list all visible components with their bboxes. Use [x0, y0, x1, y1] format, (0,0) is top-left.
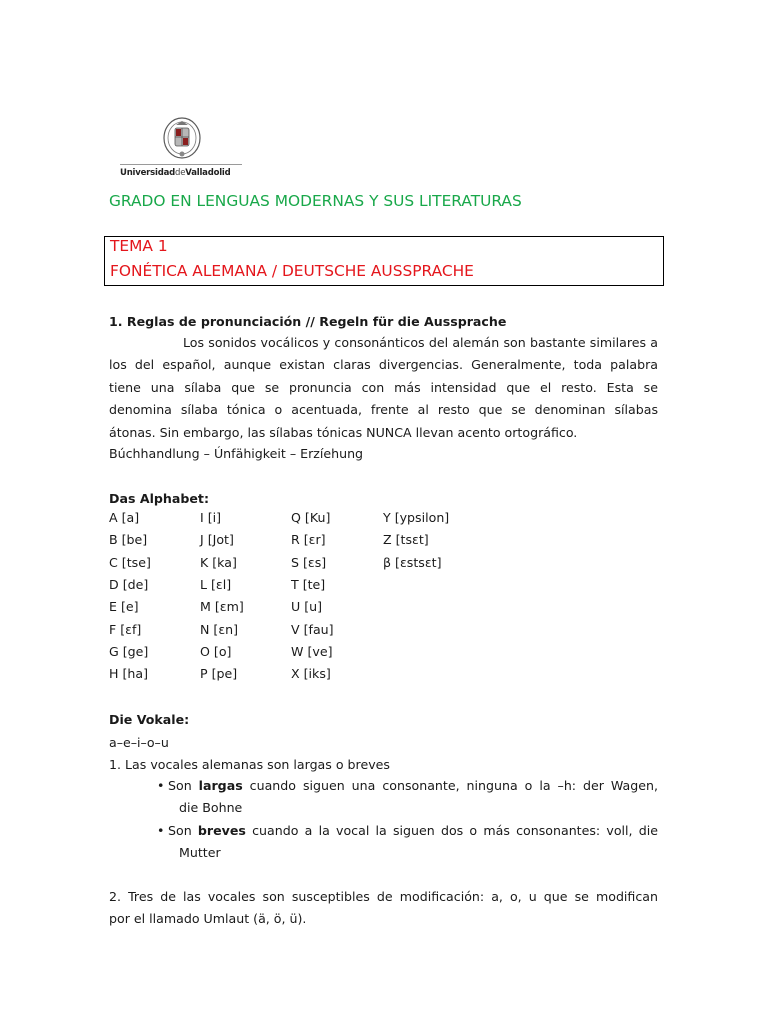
alphabet-heading: Das Alphabet:: [109, 491, 209, 506]
paragraph-line: átonas. Sin embargo, las sílabas tónicas NUNCA llevan acento ortográfico.: [109, 424, 578, 440]
alphabet-letter: G [ge]: [109, 643, 149, 659]
university-name: [120, 168, 231, 178]
vowels-point-1: 1. Las vocales alemanas son largas o breves: [109, 757, 390, 772]
bullet-line: die Bohne: [179, 800, 243, 816]
topic-number: TEMA 1: [110, 237, 168, 255]
university-logo: [120, 112, 244, 184]
bullet-line: [168, 820, 658, 842]
alphabet-letter: T [te]: [291, 576, 326, 592]
alphabet-letter: D [de]: [109, 576, 149, 592]
university-seal-icon: [162, 116, 202, 164]
alphabet-letter: A [a]: [109, 510, 140, 525]
university-name-part2: de: [175, 168, 186, 178]
university-name-part3: Valladolid: [185, 168, 231, 178]
alphabet-letter: V [fau]: [291, 621, 334, 637]
alphabet-letter: β [ɛstsɛt]: [383, 554, 442, 570]
paragraph-line: 2. Tres de las vocales son susceptibles de modificación: a, o, u que se modifican: [109, 889, 658, 904]
alphabet-letter: U [u]: [291, 599, 323, 615]
alphabet-letter: H [ha]: [109, 666, 148, 682]
bullet-emphasis: breves: [197, 823, 246, 838]
paragraph-line: los del español, aunque existan claras divergencias. Generalmente, toda palabra: [109, 357, 658, 373]
alphabet-letter: R [ɛr]: [291, 532, 326, 548]
paragraph-line: por el llamado Umlaut (ä, ö, ü).: [109, 911, 307, 927]
alphabet-letter: E [e]: [109, 599, 139, 615]
bullet-icon: •: [157, 778, 165, 793]
alphabet-letter: I [i]: [200, 510, 222, 525]
alphabet-letter: Q [Ku]: [291, 510, 331, 525]
bullet-text: [168, 820, 658, 865]
alphabet-letter: M [ɛm]: [200, 599, 244, 615]
university-name-part1: Universidad: [120, 168, 176, 178]
alphabet-letter: P [pe]: [200, 666, 238, 682]
bullet-text: [168, 775, 658, 820]
stress-example: Búchhandlung – Únfähigkeit – Erzíehung: [109, 446, 364, 461]
logo-divider: [120, 164, 242, 165]
alphabet-letter: J [Jot]: [200, 532, 234, 548]
alphabet-letter: K [ka]: [200, 554, 237, 570]
section-heading-rules: 1. Reglas de pronunciación // Regeln für die Aussprache: [109, 314, 507, 329]
bullet-line: [168, 775, 658, 797]
vowels-point-2: [109, 886, 658, 931]
degree-title: GRADO EN LENGUAS MODERNAS Y SUS LITERATURAS: [109, 192, 522, 210]
vowels-heading: Die Vokale:: [109, 712, 190, 727]
bullet-short-vowels: [157, 820, 658, 866]
alphabet-letter: X [iks]: [291, 666, 331, 682]
alphabet-letter: L [ɛl]: [200, 576, 232, 592]
paragraph-line: tiene una sílaba que se pronuncia con más intensidad que el resto. Esta se: [109, 379, 658, 395]
bullet-rest: cuando a la vocal la siguen dos o más consonantes: voll, die: [245, 823, 658, 838]
alphabet-letter: S [ɛs]: [291, 554, 327, 570]
alphabet-letter: Z [tsɛt]: [383, 532, 429, 548]
alphabet-letter: W [ve]: [291, 643, 333, 659]
alphabet-letter: B [be]: [109, 532, 148, 548]
alphabet-letter: C [tse]: [109, 554, 151, 570]
bullet-rest: cuando siguen una consonante, ninguna o la –h: der Wagen,: [242, 778, 658, 793]
alphabet-letter: O [o]: [200, 643, 232, 659]
bullet-prefix: Son: [168, 823, 198, 838]
bullet-prefix: Son: [168, 778, 199, 793]
bullet-emphasis: largas: [198, 778, 243, 793]
bullet-line: Mutter: [179, 845, 221, 861]
alphabet-letter: N [ɛn]: [200, 621, 239, 637]
alphabet-table: [109, 510, 549, 690]
vowels-list: a–e–i–o–u: [109, 735, 169, 750]
bullet-long-vowels: [157, 775, 658, 821]
topic-box: [104, 236, 664, 286]
alphabet-letter: Y [ypsilon]: [383, 510, 450, 525]
alphabet-letter: F [ɛf]: [109, 621, 142, 637]
bullet-icon: •: [157, 823, 165, 838]
intro-paragraph: [109, 332, 658, 444]
topic-title: FONÉTICA ALEMANA / DEUTSCHE AUSSPRACHE: [110, 262, 474, 280]
paragraph-line: Los sonidos vocálicos y consonánticos del alemán son bastante similares a: [183, 335, 658, 350]
paragraph-line: denomina sílaba tónica o acentuada, frente al resto que se denominan sílabas: [109, 402, 658, 418]
